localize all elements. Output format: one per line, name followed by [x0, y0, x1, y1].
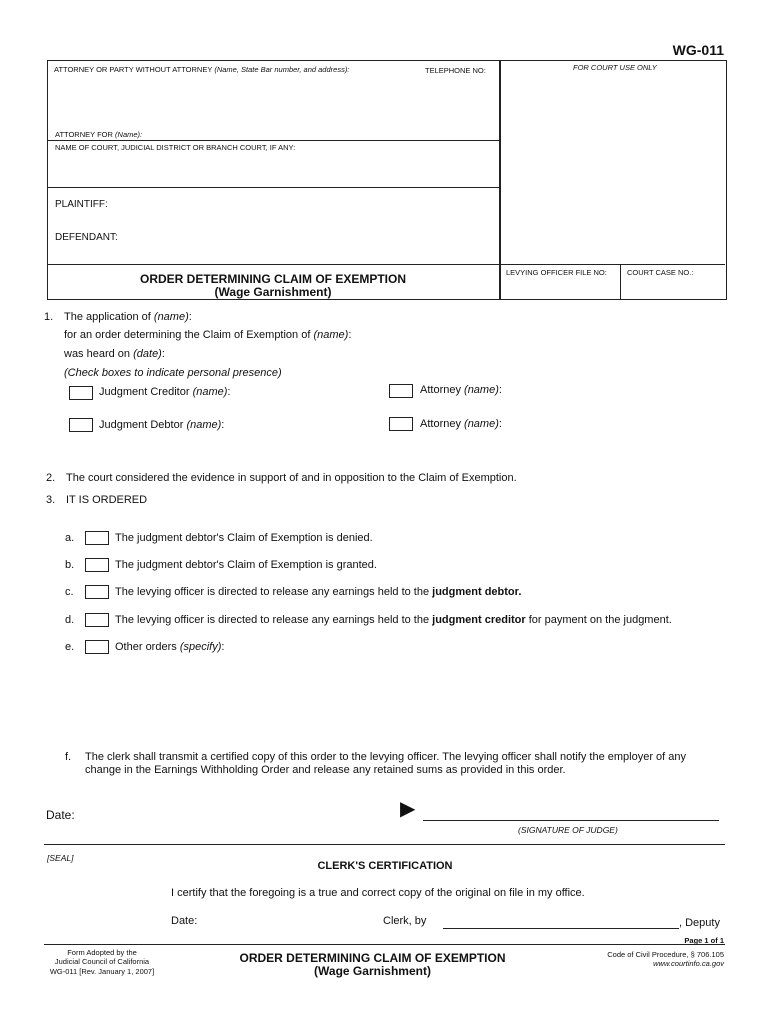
- debtor-attorney-checkbox[interactable]: [389, 417, 413, 431]
- form-title: ORDER DETERMINING CLAIM OF EXEMPTION: [139, 272, 406, 286]
- divider: [47, 264, 725, 265]
- seal-label: [SEAL]: [47, 853, 74, 863]
- website-link[interactable]: www.courtinfo.ca.gov: [653, 959, 724, 968]
- court-case-label: COURT CASE NO.:: [627, 268, 694, 277]
- item-d-text: The levying officer is directed to release any earnings held to the judgment creditor for payment on the judgment.: [115, 614, 672, 626]
- application-line: The application of (name):: [64, 311, 192, 323]
- divider: [44, 844, 725, 845]
- check-note: (Check boxes to indicate personal presence): [64, 367, 282, 379]
- court-case-input[interactable]: [623, 279, 722, 296]
- date-input[interactable]: [90, 806, 370, 822]
- court-name-label: NAME OF COURT, JUDICIAL DISTRICT OR BRANCH COURT, IF ANY:: [55, 143, 296, 152]
- footer-subtitle: (Wage Garnishment): [314, 964, 431, 978]
- creditor-attorney-line: Attorney (name):: [420, 384, 502, 396]
- creditor-attorney-checkbox[interactable]: [389, 384, 413, 398]
- creditor-line: Judgment Creditor (name):: [99, 386, 231, 398]
- adopted-line2: Judicial Council of California: [54, 957, 150, 966]
- item-b-text: The judgment debtor's Claim of Exemption is granted.: [115, 559, 377, 571]
- form-revision: WG-011 [Rev. January 1, 2007]: [49, 967, 155, 976]
- heard-line: was heard on (date):: [64, 348, 165, 360]
- item-a-letter: a.: [65, 532, 75, 544]
- debtor-attorney-line: Attorney (name):: [420, 418, 502, 430]
- defendant-input[interactable]: [130, 229, 490, 245]
- divider: [47, 140, 499, 141]
- section2-num: 2.: [46, 472, 56, 484]
- item-f-letter: f.: [65, 751, 72, 763]
- date-label: Date:: [46, 808, 75, 822]
- levying-file-input[interactable]: [502, 279, 617, 296]
- plaintiff-input[interactable]: [130, 196, 490, 212]
- item-a-checkbox[interactable]: [85, 531, 109, 545]
- code-reference: Code of Civil Procedure, § 706.105: [607, 950, 724, 959]
- item-c-text: The levying officer is directed to release any earnings held to the judgment debtor.: [115, 586, 522, 598]
- section1-num: 1.: [44, 311, 54, 323]
- clerk-signature-line[interactable]: [443, 928, 679, 929]
- item-c-letter: c.: [65, 586, 74, 598]
- divider: [44, 944, 725, 945]
- item-e-checkbox[interactable]: [85, 640, 109, 654]
- attorney-label: ATTORNEY OR PARTY WITHOUT ATTORNEY (Name, State Bar number, and address):: [54, 65, 350, 74]
- item-a-text: The judgment debtor's Claim of Exemption is denied.: [115, 532, 373, 544]
- creditor-checkbox[interactable]: [69, 386, 93, 400]
- form-subtitle: (Wage Garnishment): [214, 285, 332, 299]
- form-id: WG-011: [672, 42, 724, 58]
- court-name-input[interactable]: [50, 154, 496, 184]
- clerk-date-label: Date:: [171, 915, 198, 927]
- certify-text: I certify that the foregoing is a true and correct copy of the original on file in my office.: [171, 887, 585, 899]
- item-e-letter: e.: [65, 641, 75, 653]
- judge-caption: (SIGNATURE OF JUDGE): [518, 825, 618, 835]
- court-use-label: FOR COURT USE ONLY: [573, 63, 657, 72]
- deputy-label: , Deputy: [679, 917, 720, 929]
- clerk-by-label: Clerk, by: [383, 915, 427, 927]
- divider: [620, 264, 621, 299]
- section2-text: The court considered the evidence in support of and in opposition to the Claim of Exemption.: [66, 472, 517, 484]
- defendant-label: DEFENDANT:: [55, 232, 118, 243]
- footer-title: ORDER DETERMINING CLAIM OF EXEMPTION: [239, 951, 506, 965]
- other-orders-input[interactable]: [115, 660, 715, 740]
- levying-file-label: LEVYING OFFICER FILE NO:: [506, 268, 607, 277]
- attorney-for-label: ATTORNEY FOR (Name):: [55, 130, 143, 139]
- debtor-checkbox[interactable]: [69, 418, 93, 432]
- item-c-checkbox[interactable]: [85, 585, 109, 599]
- debtor-line: Judgment Debtor (name):: [99, 419, 225, 431]
- telephone-label: TELEPHONE NO:: [425, 66, 486, 75]
- item-b-letter: b.: [65, 559, 75, 571]
- arrow-icon: ▶: [400, 798, 416, 820]
- page-number: Page 1 of 1: [684, 936, 724, 945]
- judge-signature-line[interactable]: [423, 820, 719, 821]
- attorney-input[interactable]: [50, 78, 496, 128]
- item-d-letter: d.: [65, 614, 75, 626]
- order-line: for an order determining the Claim of Exemption of (name):: [64, 329, 352, 341]
- plaintiff-label: PLAINTIFF:: [55, 199, 108, 210]
- item-f-line1: The clerk shall transmit a certified copy of this order to the levying officer. The levying officer shall notify the employer of any: [85, 751, 687, 763]
- item-d-checkbox[interactable]: [85, 613, 109, 627]
- item-b-checkbox[interactable]: [85, 558, 109, 572]
- section3-text: IT IS ORDERED: [66, 494, 148, 506]
- section3-num: 3.: [46, 494, 56, 506]
- clerk-date-input[interactable]: [205, 913, 365, 927]
- court-use-area[interactable]: [502, 78, 722, 260]
- clerk-title: CLERK'S CERTIFICATION: [317, 860, 453, 872]
- item-e-text: Other orders (specify):: [115, 641, 225, 653]
- adopted-line1: Form Adopted by the: [67, 948, 137, 957]
- divider: [47, 187, 499, 188]
- item-f-line2: change in the Earnings Withholding Order and release any retained sums as provided in this order.: [85, 764, 566, 776]
